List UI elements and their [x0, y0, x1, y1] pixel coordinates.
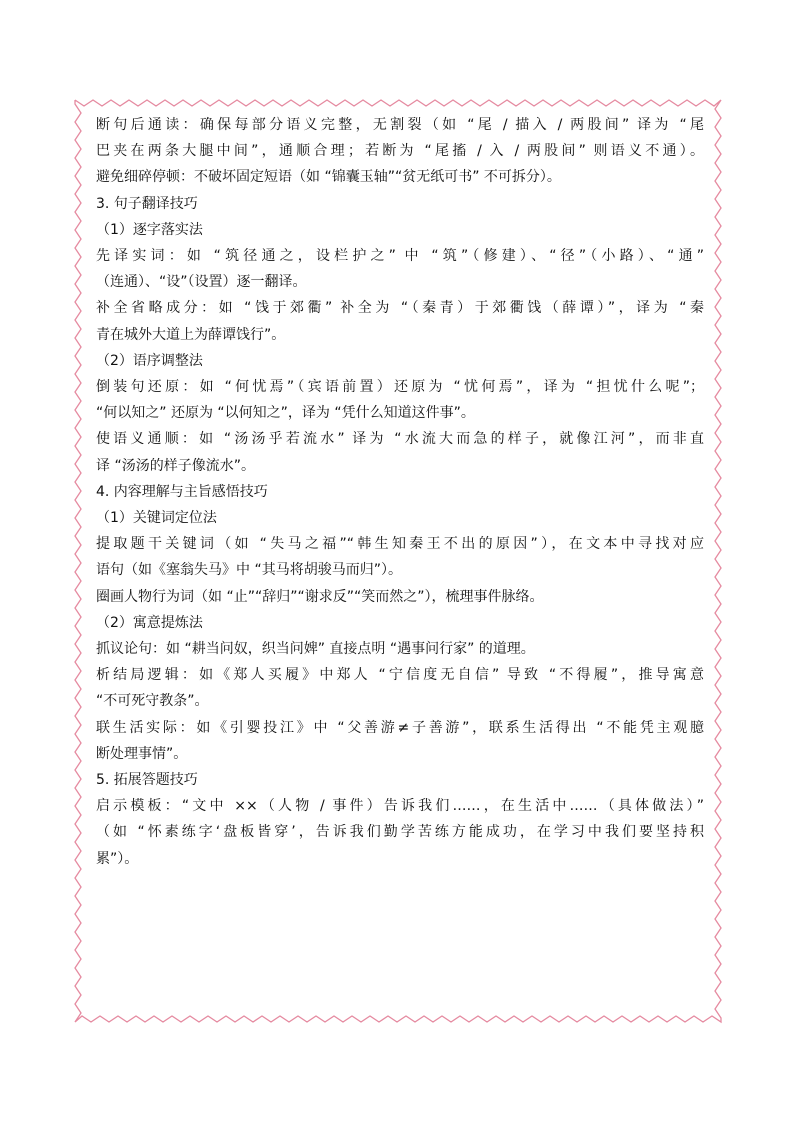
- text-line: （连通）、“设”（设置）逐一翻译。: [96, 274, 307, 291]
- text-line: 累”）。: [96, 850, 139, 867]
- text-line: 启示模板：“文中 ××（人物 / 事件）告诉我们……，在生活中……（具体做法）”: [96, 798, 704, 815]
- text-line: 巴夹在两条大腿中间”，通顺合理；若断为 “尾搐 / 入 / 两股间” 则语义不通）。: [96, 143, 704, 160]
- text-line: 倒装句还原：如 “何忧焉”（宾语前置）还原为 “忧何焉”，译为 “担忧什么呢”；: [96, 379, 704, 396]
- text-line: 先译实词：如 “筑径通之，设栏护之” 中 “筑”（修建）、“径”（小路）、“通”: [96, 248, 704, 265]
- text-line: 断句后通读：确保每部分语义完整，无割裂（如 “尾 / 描入 / 两股间” 译为 “尾: [96, 117, 704, 133]
- text-line: 5. 拓展答题技巧: [96, 772, 198, 789]
- text-line: 3. 句子翻译技巧: [96, 195, 198, 212]
- text-line: 青在城外大道上为薛谭饯行”。: [96, 326, 286, 343]
- text-line: （2）语序调整法: [96, 352, 203, 369]
- document-body: [96, 112, 704, 872]
- text-line: “不可死守教条”。: [96, 693, 209, 710]
- text-line: 4. 内容理解与主旨感悟技巧: [96, 483, 268, 500]
- text-line: 提取题干关键词（如 “失马之福”“韩生知秦王不出的原因”），在文本中寻找对应: [96, 536, 704, 553]
- text-line: （1）关键词定位法: [96, 510, 217, 527]
- text-line: 译 “汤汤的样子像流水”。: [96, 457, 255, 474]
- text-line: 断处理事情”。: [96, 745, 188, 762]
- text-line: 使语义通顺：如 “汤汤乎若流水” 译为 “水流大而急的样子，就像江河”，而非直: [96, 431, 704, 448]
- text-line: 抓议论句：如 “耕当问奴，织当问婢” 直接点明 “遇事问行家” 的道理。: [96, 641, 535, 658]
- text-line: 析结局逻辑：如《郑人买履》中郑人 “宁信度无自信” 导致 “不得履”，推导寓意: [96, 667, 704, 684]
- text-line: （1）逐字落实法: [96, 221, 203, 238]
- text-line: （如 “怀素练字‘盘板皆穿’，告诉我们勤学苦练方能成功，在学习中我们要坚持积: [96, 824, 704, 841]
- text-line: 避免细碎停顿：不破坏固定短语（如 “锦囊玉轴”“贫无纸可书” 不可拆分）。: [96, 169, 561, 186]
- text-line: 补全省略成分：如 “饯于郊衢” 补全为 “（秦青）于郊衢饯（薛谭）”，译为 “秦: [96, 300, 704, 317]
- text-line: （2）寓意提炼法: [96, 614, 203, 631]
- text-line: 联生活实际：如《引婴投江》中 “父善游≠子善游”，联系生活得出 “不能凭主观臆: [96, 719, 704, 736]
- text-line: 圈画人物行为词（如 “止”“辞归”“谢求反”“笑而然之”），梳理事件脉络。: [96, 588, 544, 605]
- text-line: “何以知之” 还原为 “以何知之”，译为 “凭什么知道这件事”。: [96, 405, 475, 422]
- text-line: 语句（如《塞翁失马》中 “其马将胡骏马而归”）。: [96, 562, 402, 579]
